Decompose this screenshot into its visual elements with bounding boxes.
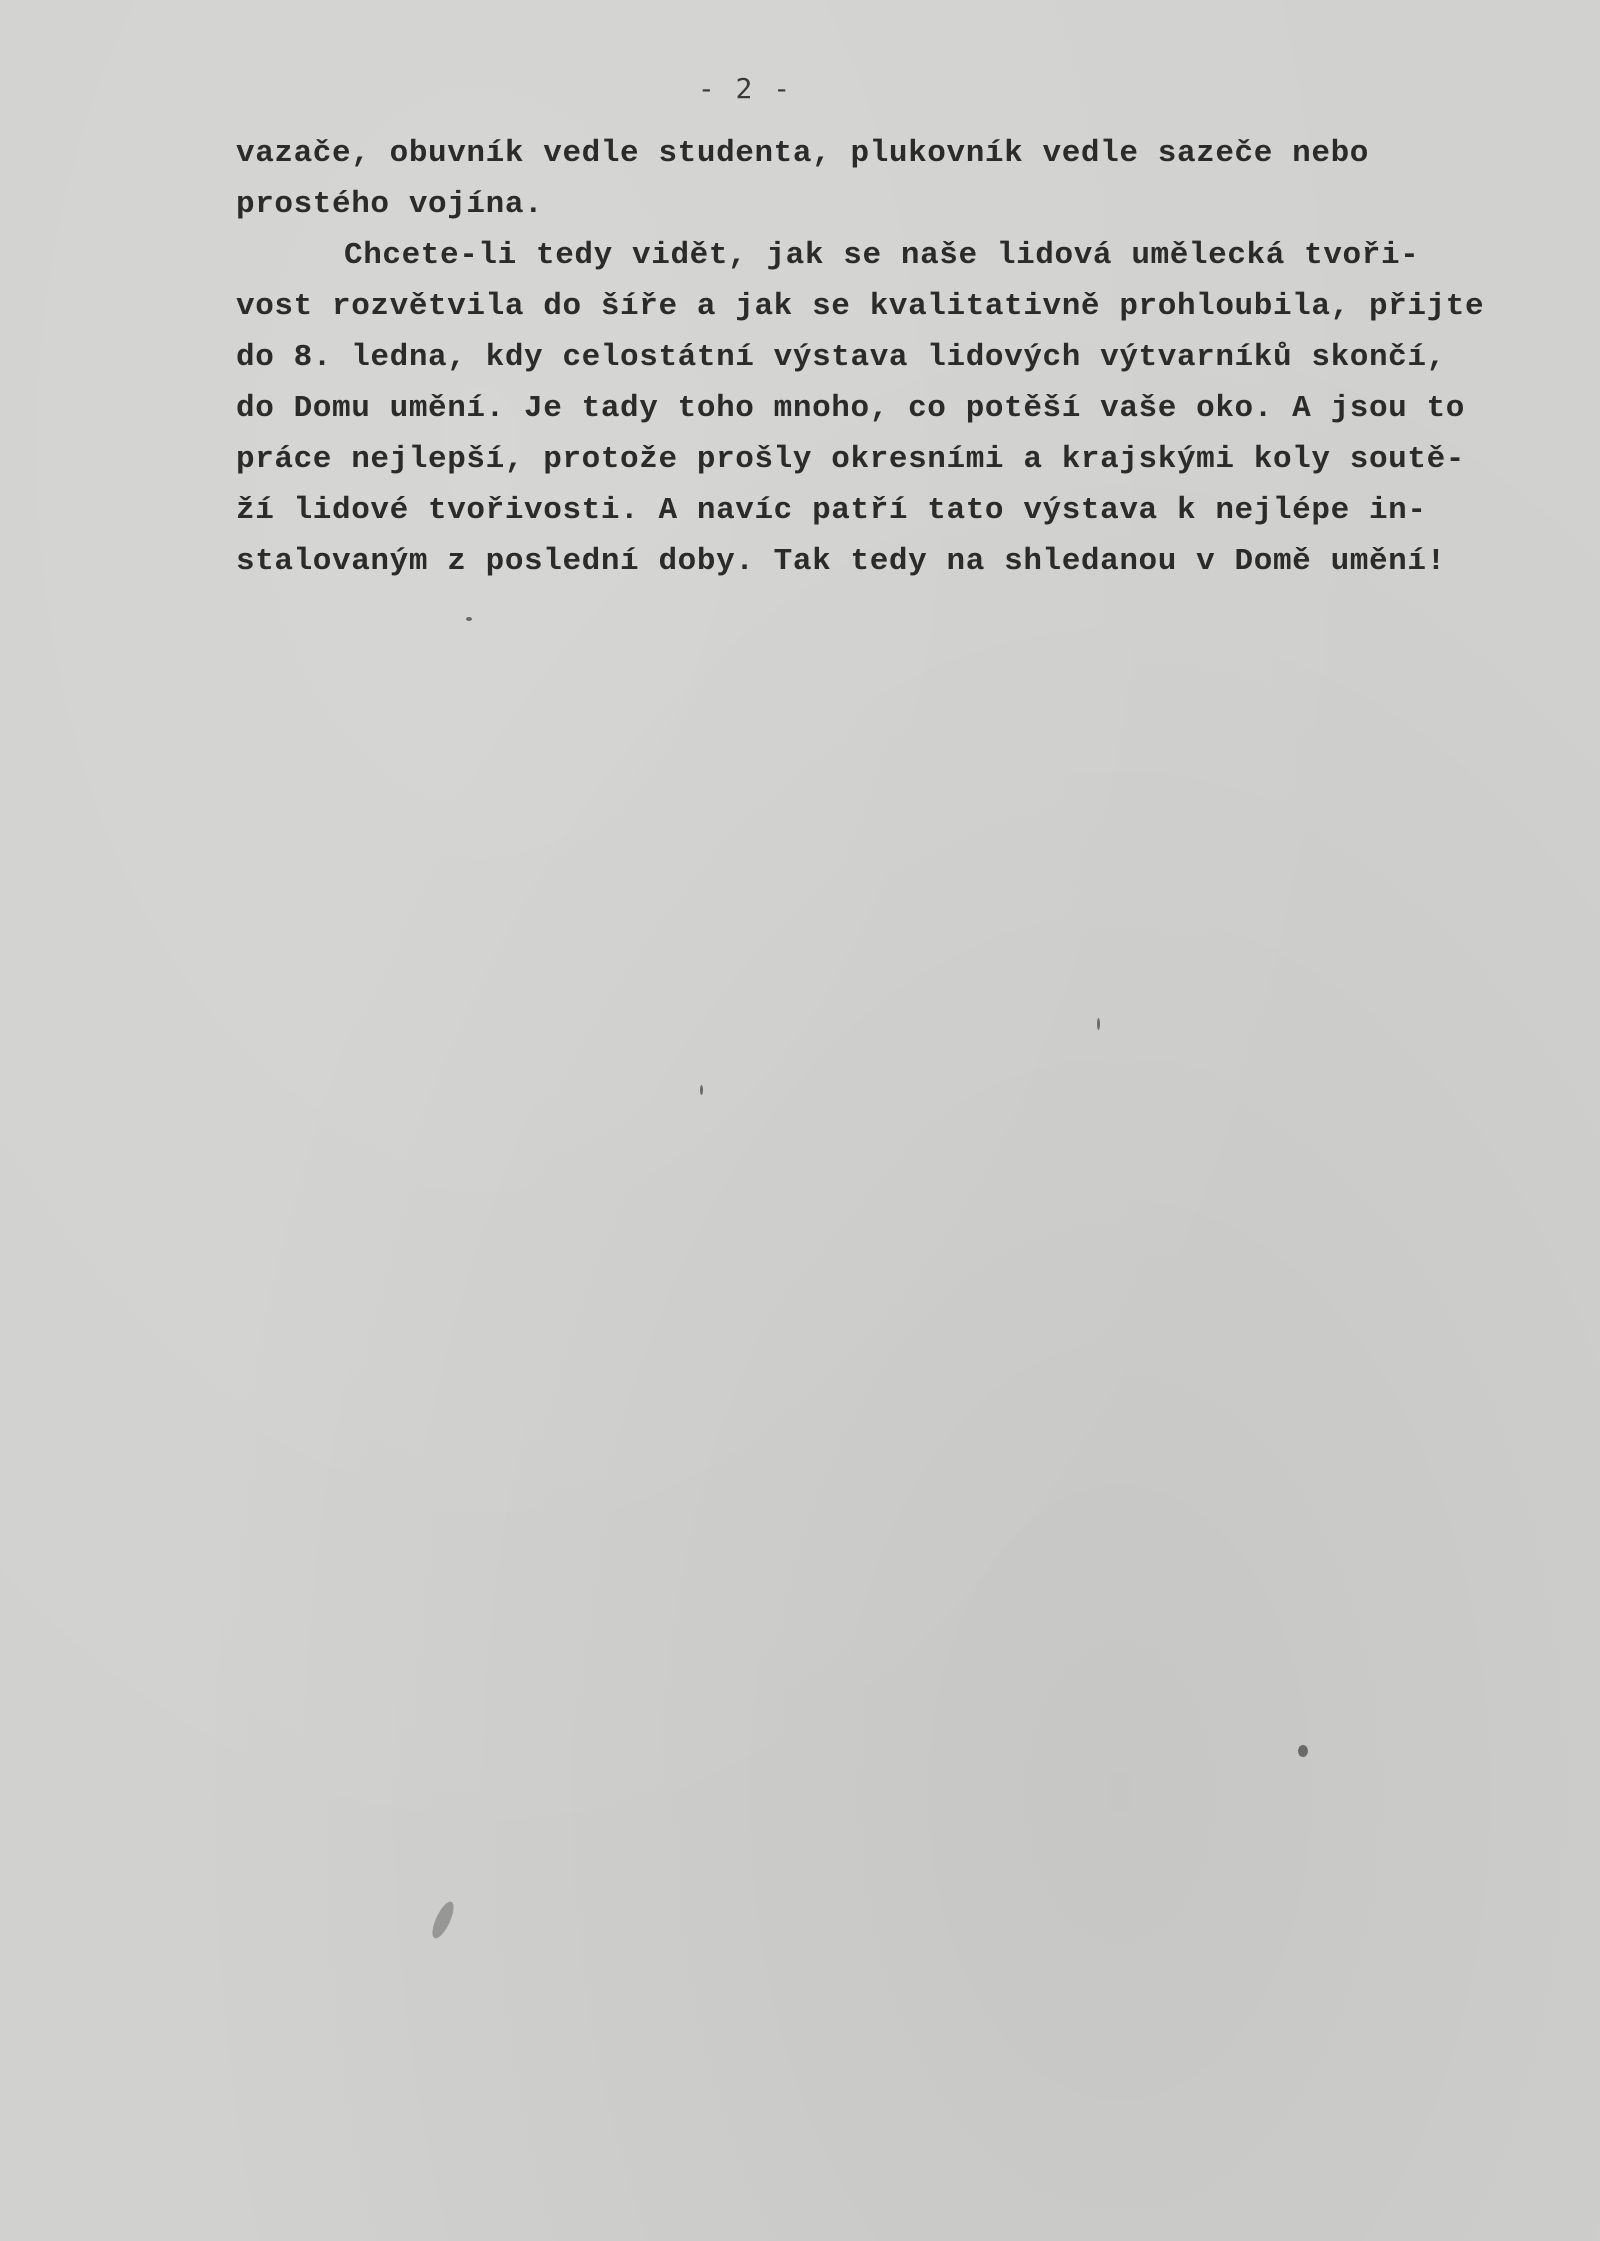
body-text (236, 128, 1536, 587)
text-line: ží lidové tvořivosti. A navíc patří tato výstava k nejlépe in- (236, 493, 1427, 528)
page-number: - 2 - (697, 72, 793, 105)
paper-speck (466, 617, 472, 621)
paper-speck (1097, 1018, 1100, 1030)
paper-speck (1298, 1745, 1308, 1757)
paper-speck (428, 1899, 458, 1941)
text-line: prostého vojína. (236, 187, 544, 222)
text-line: vost rozvětvila do šíře a jak se kvalitativně prohloubila, přijte (236, 289, 1485, 324)
text-line: vazače, obuvník vedle studenta, plukovník vedle sazeče nebo (236, 136, 1369, 171)
paper-speck (700, 1085, 703, 1095)
text-line: stalovaným z poslední doby. Tak tedy na shledanou v Domě umění! (236, 544, 1446, 579)
text-line: práce nejlepší, protože prošly okresními a krajskými koly soutě- (236, 442, 1465, 477)
text-line: do 8. ledna, kdy celostátní výstava lidových výtvarníků skončí, (236, 340, 1446, 375)
text-line: Chcete-li tedy vidět, jak se naše lidová umělecká tvoři- (344, 238, 1420, 273)
text-line: do Domu umění. Je tady toho mnoho, co potěší vaše oko. A jsou to (236, 391, 1465, 426)
